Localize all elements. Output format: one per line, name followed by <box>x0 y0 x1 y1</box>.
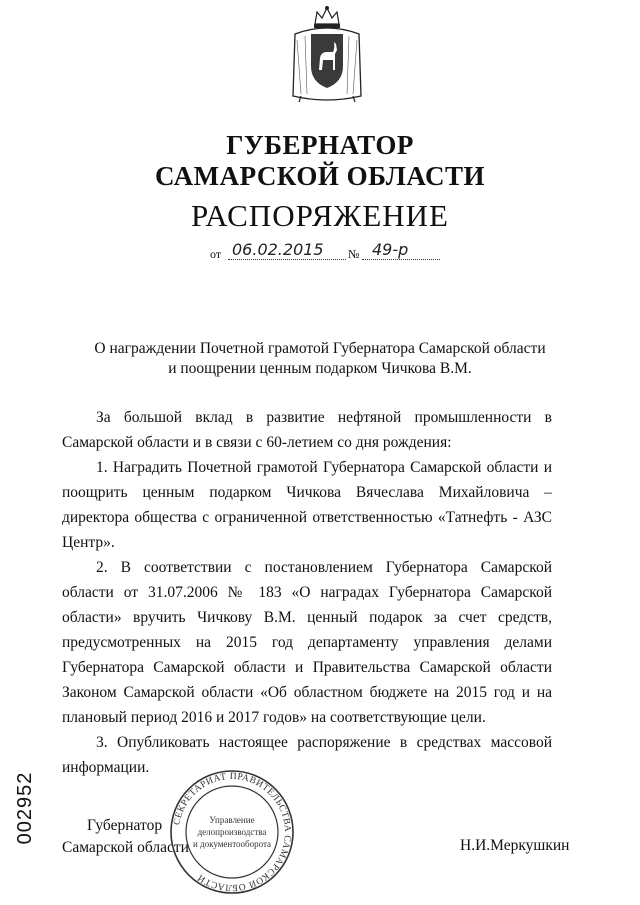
official-stamp <box>168 768 296 896</box>
body-item-2: 2. В соответствии с постановлением Губернатора Самарской области от 31.07.2006 № 183 «О наградах Губернатора Самарской области» вручить Чичкову В.М. ценный подарок за счет средств, предусмотренных на 2015 год департаменту управления делами Губернатора Самарской области и Правительства Самарской области Законом Самарской области «Об областном бюджете на 2015 год и на плановый период 2016 и 2017 годов» на соответствующие цели. <box>62 559 552 726</box>
stamp-inner-line-3: и документооборота <box>192 839 272 849</box>
stamp-outer-text: СЕКРЕТАРИАТ ПРАВИТЕЛЬСТВА САМАРСКОЙ ОБЛАСТИ <box>172 771 293 893</box>
document-subject <box>70 339 570 379</box>
header-line-2: САМАРСКОЙ ОБЛАСТИ <box>154 161 486 191</box>
registration-number: 002952 <box>14 771 36 845</box>
body-item-3: 3. Опубликовать настоящее распоряжение в средствах массовой информации. <box>62 734 552 776</box>
number-label: № <box>348 247 360 261</box>
date-number-line <box>210 240 460 264</box>
signature-title-line-1: Губернатор <box>87 817 163 834</box>
stamp-inner-line-2: делопроизводства <box>197 827 267 837</box>
signature-name: Н.И.Меркушкин <box>460 837 570 854</box>
subject-line-1: О награждении Почетной грамотой Губернатора Самарской области <box>94 340 546 357</box>
document-body <box>62 405 552 780</box>
date-from-label: от <box>210 247 222 261</box>
number-value: 49-р <box>372 240 409 259</box>
subject-line-2: и поощрении ценным подарком Чичкова В.М. <box>168 360 472 377</box>
number-underline <box>362 259 440 260</box>
date-value: 06.02.2015 <box>232 240 324 259</box>
body-intro: За большой вклад в развитие нефтяной промышленности в Самарской области и в связи с 60-летием со дня рождения: <box>62 409 552 451</box>
signature-title-line-2: Самарской области <box>62 839 189 856</box>
body-item-1: 1. Наградить Почетной грамотой Губернатора Самарской области и поощрить ценным подарком Чичкова Вячеслава Михайловича – директора общества с ограниченной ответственностью «Татнефть - АЗС Центр». <box>62 459 552 551</box>
header-line-1: ГУБЕРНАТОР <box>226 130 414 160</box>
date-underline <box>228 259 346 260</box>
document-type-title: РАСПОРЯЖЕНИЕ <box>191 198 449 233</box>
coat-of-arms-emblem <box>287 4 367 104</box>
stamp-inner-line-1: Управление <box>209 815 255 825</box>
